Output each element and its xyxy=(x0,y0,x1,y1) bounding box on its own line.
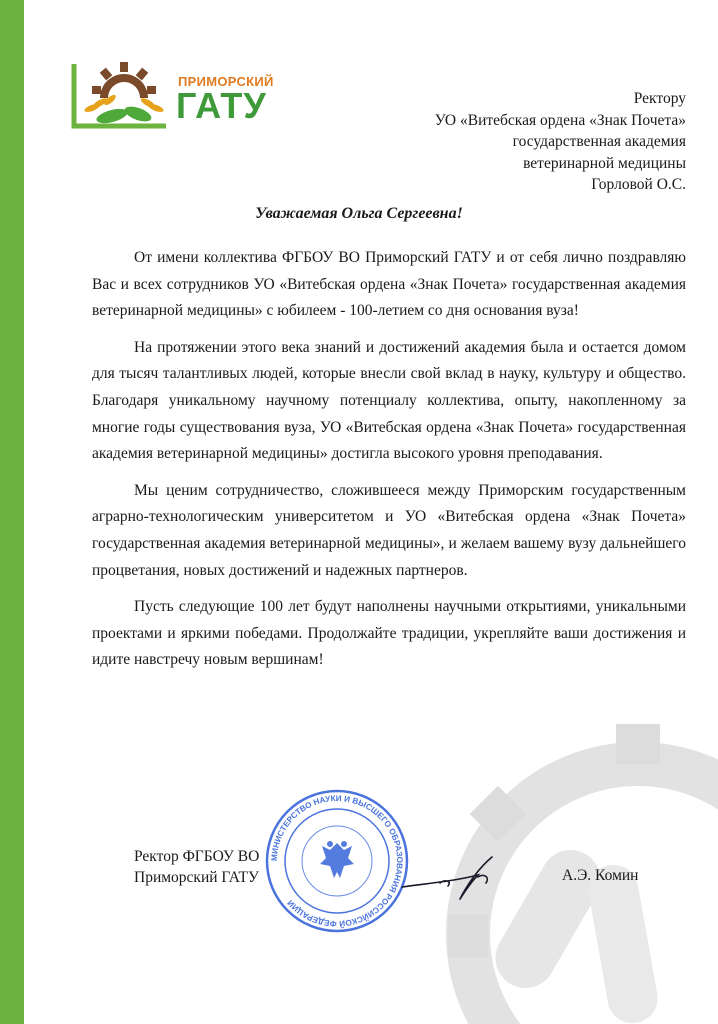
eagle-emblem-icon xyxy=(320,841,354,878)
addressee-block xyxy=(435,88,686,196)
logo-title-top: ПРИМОРСКИЙ xyxy=(178,74,274,89)
addressee-line: Горловой О.С. xyxy=(591,176,686,193)
signer-title-line: Приморский ГАТУ xyxy=(134,869,259,886)
university-logo xyxy=(70,50,280,130)
letter-body xyxy=(92,245,686,684)
official-stamp xyxy=(264,788,410,934)
addressee-line: государственная академия xyxy=(512,133,686,150)
paragraph: Пусть следующие 100 лет будут наполнены научными открытиями, уникальными проектами и яркими победами. Продолжайте традиции, укрепляйте ваши достижения и идите навстречу новым вершинам! xyxy=(92,598,686,669)
gear-wheat-icon xyxy=(70,50,170,130)
addressee-line: УО «Витебская ордена «Знак Почета» xyxy=(434,111,686,129)
paragraph: Мы ценим сотрудничество, сложившееся между Приморским государственным аграрно-технологическим университетом и УО «Витебская ордена «Знак Почета» государственная академия ветеринарной медицины», и желаем вашему вузу дальнейшего процветания, новых достижений и надежных партнеров. xyxy=(92,481,686,579)
left-accent-bar xyxy=(0,0,24,1024)
stamp-text: МИНИСТЕРСТВО НАУКИ И ВЫСШЕГО ОБРАЗОВАНИЯ РОССИЙСКОЙ ФЕДЕРАЦИИ xyxy=(269,793,405,929)
handwritten-signature xyxy=(400,853,520,903)
salutation: Уважаемая Ольга Сергеевна! xyxy=(255,205,463,222)
signer-title xyxy=(134,846,259,888)
logo-title-bottom: ГАТУ xyxy=(176,85,267,126)
addressee-line: ветеринарной медицины xyxy=(523,154,686,172)
paragraph: На протяжении этого века знаний и достижений академия была и остается домом для тысяч талантливых людей, которые внесли свой вклад в науку, культуру и общество. Благодаря уникальному научному потенциалу коллектива, опыту, накопленному за многие годы существования вуза, УО «Витебская ордена «Знак Почета» государственная академия ветеринарной медицины» достигла высокого уровня преподавания. xyxy=(92,338,686,463)
signer-title-line: Ректор ФГБОУ ВО xyxy=(134,848,260,865)
addressee-line: Ректору xyxy=(633,90,686,107)
paragraph: От имени коллектива ФГБОУ ВО Приморский ГАТУ и от себя лично поздравляю Вас и всех сотрудников УО «Витебская ордена «Знак Почета» государственная академия ветеринарной медицины» с юбилеем - 100-летием со дня основания вуза! xyxy=(92,249,686,320)
signer-name: А.Э. Комин xyxy=(562,867,639,884)
